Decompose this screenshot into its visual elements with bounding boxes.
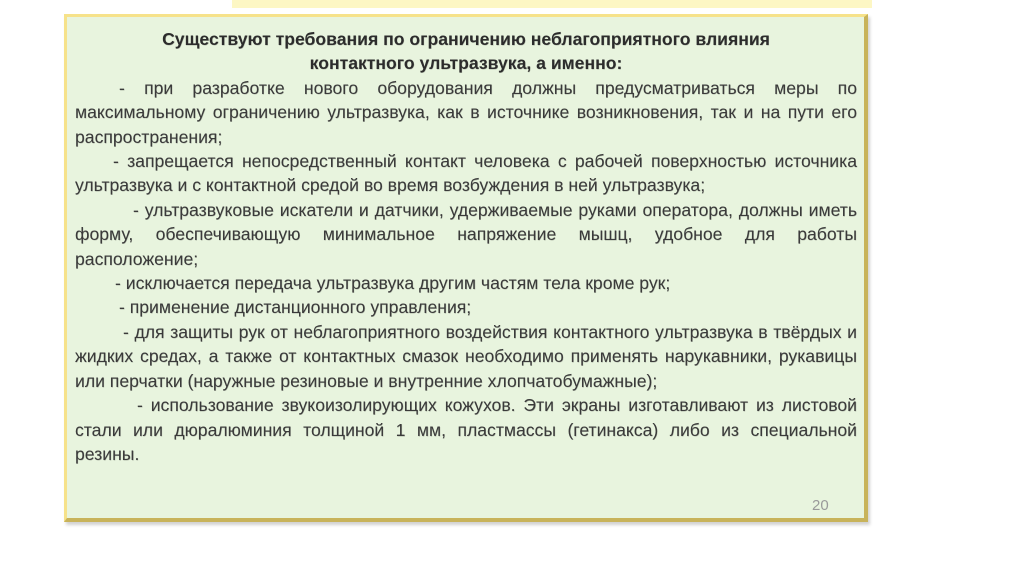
text-block (75, 27, 857, 466)
slide-page-number: 20 (812, 497, 829, 514)
heading-line-1: Существуют требования по ограничению неблагоприятного влияния (162, 29, 770, 49)
requirement-item: - исключается передача ультразвука другим частям тела кроме рук; (115, 273, 671, 294)
requirement-item: - для защиты рук от неблагоприятного воздействия контактного ультразвука в твёрдых и жидких средах, а также от контактных смазок необходимо применять нарукавники, рукавицы или перчатки (наружные резиновые и внутренние хлопчатобумажные); (75, 321, 857, 391)
top-decorative-strip (232, 0, 872, 8)
requirement-item: - запрещается непосредственный контакт человека с рабочей поверхностью источника ультразвука и с контактной средой во время возбуждения в ней ультразвука; (75, 151, 857, 196)
requirement-item: - при разработке нового оборудования должны предусматриваться меры по максимальному ограничению ультразвука, как в источнике возникновения, так и на пути его распространения; (75, 77, 857, 147)
content-panel (64, 14, 868, 522)
requirement-item: - ультразвуковые искатели и датчики, удерживаемые руками оператора, должны иметь форму, обеспечивающую минимальное напряжение мышц, удобное для работы расположение; (75, 199, 857, 269)
requirement-item: - использование звукоизолирующих кожухов. Эти экраны изготавливают из листовой стали или дюралюминия толщиной 1 мм, пластмассы (гетинакса) либо из специальной резины. (75, 395, 857, 464)
heading-line-2: контактного ультразвука, а именно: (309, 53, 623, 74)
requirement-item: - применение дистанционного управления; (119, 297, 472, 318)
slide-heading (75, 27, 857, 76)
